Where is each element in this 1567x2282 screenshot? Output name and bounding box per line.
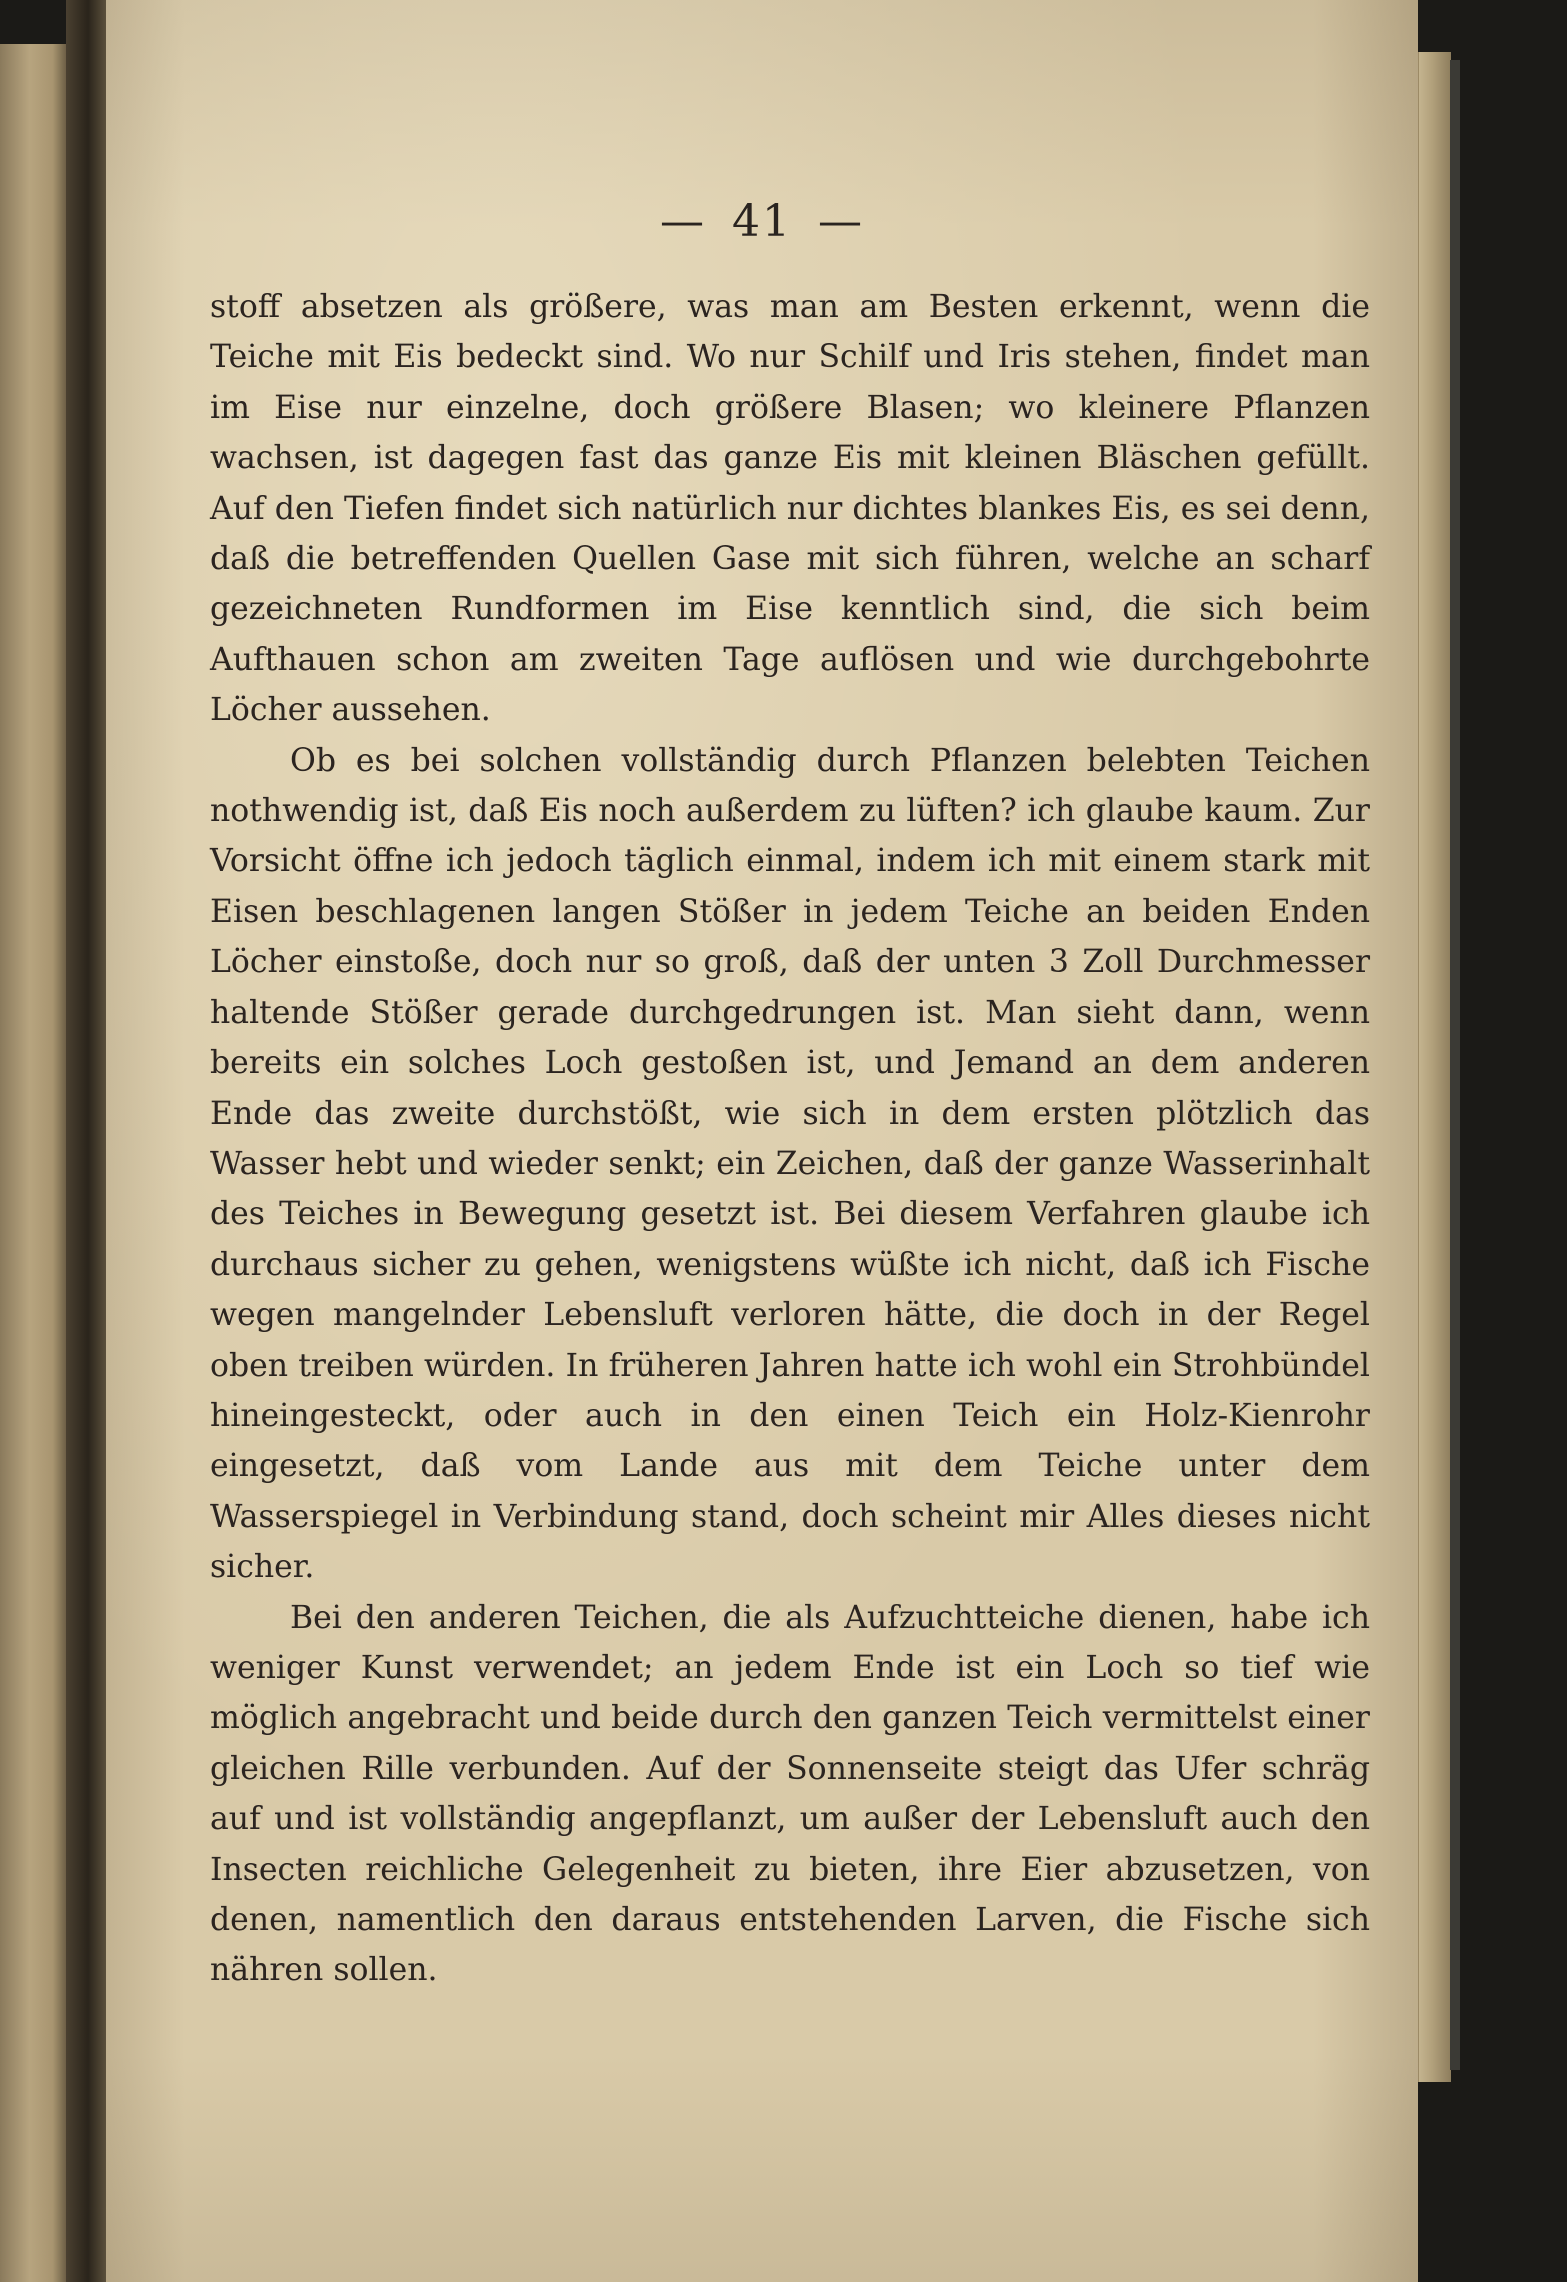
paragraph-2: Ob es bei solchen vollständig durch Pflanzen belebten Teichen nothwendig ist, daß Eis noch außerdem zu lüften? ich glaube kaum. Zur Vorsicht öffne ich jedoch täglich einmal, indem ich mit einem stark mit Eisen beschlagenen langen Stößer in jedem Teiche an beiden Enden Löcher einstoße, doch nur so groß, daß der unten 3 Zoll Durchmesser haltende Stößer gerade durchgedrungen ist. Man sieht dann, wenn bereits ein solches Loch gestoßen ist, und Jemand an dem anderen Ende das zweite durchstößt, wie sich in dem ersten plötzlich das Wasser hebt und wieder senkt; ein Zeichen, daß der ganze Wasserinhalt des Teiches in Bewegung gesetzt ist. Bei diesem Verfahren glaube ich durchaus sicher zu gehen, wenigstens wüßte ich nicht, daß ich Fische wegen mangelnder Lebensluft verloren hätte, die doch in der Regel oben treiben würden. In früheren Jahren hatte ich wohl ein Strohbündel hineingesteckt, oder auch in den einen Teich ein Holz-Kienrohr eingesetzt, daß vom Lande aus mit dem Teiche unter dem Wasserspiegel in Verbindung stand, doch scheint mir Alles dieses nicht sicher. (210, 742, 1370, 1586)
paragraph-3: Bei den anderen Teichen, die als Aufzuchtteiche dienen, habe ich weniger Kunst verwendet; an jedem Ende ist ein Loch so tief wie möglich angebracht und beide durch den ganzen Teich vermittelst einer gleichen Rille verbunden. Auf der Sonnenseite steigt das Ufer schräg auf und ist vollständig angepflanzt, um außer der Lebensluft auch den Insecten reichliche Gelegenheit zu bieten, ihre Eier abzusetzen, von denen, namentlich den daraus entstehenden Larven, die Fische sich nähren sollen. (210, 1599, 1370, 1989)
header-dash-right: — (818, 196, 864, 247)
book-page (106, 0, 1418, 2282)
book-gutter (66, 0, 106, 2282)
facing-page-edge (0, 44, 66, 2282)
page-number: 41 (732, 196, 792, 247)
paragraph-1: stoff absetzen als größere, was man am Besten erkennt, wenn die Teiche mit Eis bedeckt sind. Wo nur Schilf und Iris stehen, findet man im Eise nur einzelne, doch größere Blasen; wo kleinere Pflanzen wachsen, ist dagegen fast das ganze Eis mit kleinen Bläschen gefüllt. Auf den Tiefen findet sich natürlich nur dichtes blankes Eis, es sei denn, daß die betreffenden Quellen Gase mit sich führen, welche an scharf gezeichneten Rundformen im Eise kenntlich sind, die sich beim Aufthauen schon am zweiten Tage auflösen und wie durchgebohrte Löcher aussehen. (210, 289, 1370, 729)
page-header (106, 196, 1418, 247)
page-stack-edge (1418, 52, 1451, 2082)
header-dash-left: — (660, 196, 706, 247)
book-cover-edge (1450, 60, 1460, 2070)
body-text (210, 282, 1370, 1996)
